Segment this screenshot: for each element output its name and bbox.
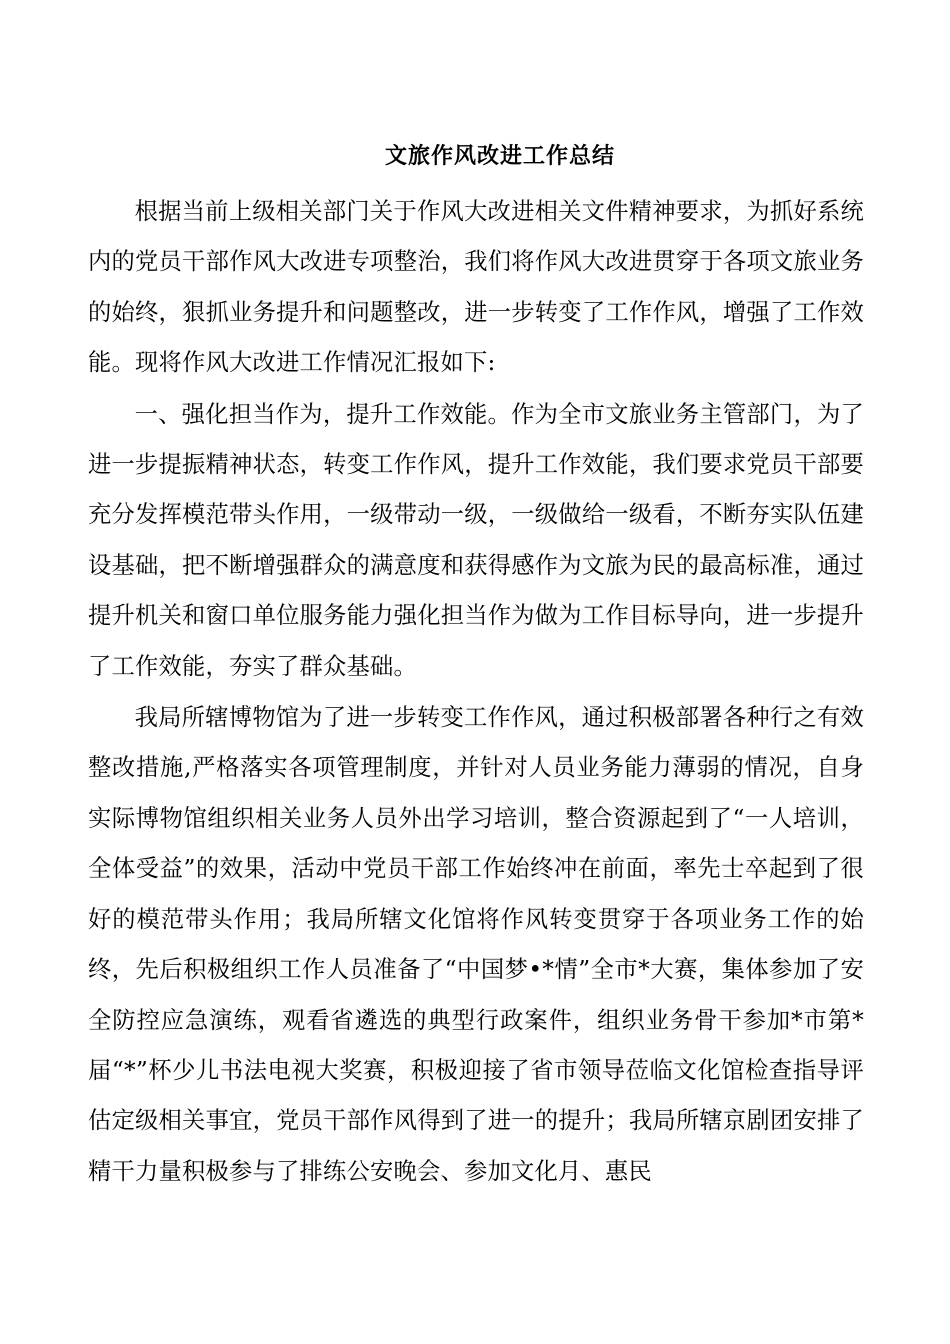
- paragraph-section-one: 一、强化担当作为，提升工作效能。作为全市文旅业务主管部门，为了进一步提振精神状态，转变工作作风，提升工作效能，我们要求党员干部要充分发挥模范带头作用，一级带动一级，一级做给一级看，不断夯实队伍建设基础，把不断增强群众的满意度和获得感作为文旅为民的最高标准，通过提升机关和窗口单位服务能力强化担当作为做为工作目标导向，进一步提升了工作效能，夯实了群众基础。: [88, 400, 864, 680]
- document-body: [88, 187, 864, 1197]
- document-title: 文旅作风改进工作总结: [384, 143, 615, 169]
- paragraph-museum: 我局所辖博物馆为了进一步转变工作作风，通过积极部署各种行之有效整改措施,严格落实各项管理制度，并针对人员业务能力薄弱的情况，自身实际博物馆组织相关业务人员外出学习培训，整合资源起到了“一人培训，全体受益”的效果，活动中党员干部工作始终冲在前面，率先士卒起到了很好的模范带头作用；我局所辖文化馆将作风转变贯穿于各项业务工作的始终，先后积极组织工作人员准备了“中国梦•*情”全市*大赛，集体参加了安全防控应急演练，观看省遴选的典型行政案件，组织业务骨干参加*市第*届“*”杯少儿书法电视大奖赛，积极迎接了省市领导莅临文化馆检查指导评估定级相关事宜，党员干部作风得到了进一的提升；我局所辖京剧团安排了精干力量积极参与了排练公安晚会、参加文化月、惠民: [88, 704, 864, 1185]
- paragraph-intro: 根据当前上级相关部门关于作风大改进相关文件精神要求，为抓好系统内的党员干部作风大改进专项整治，我们将作风大改进贯穿于各项文旅业务的始终，狠抓业务提升和问题整改，进一步转变了工作作风，增强了工作效能。现将作风大改进工作情况汇报如下:: [88, 198, 864, 377]
